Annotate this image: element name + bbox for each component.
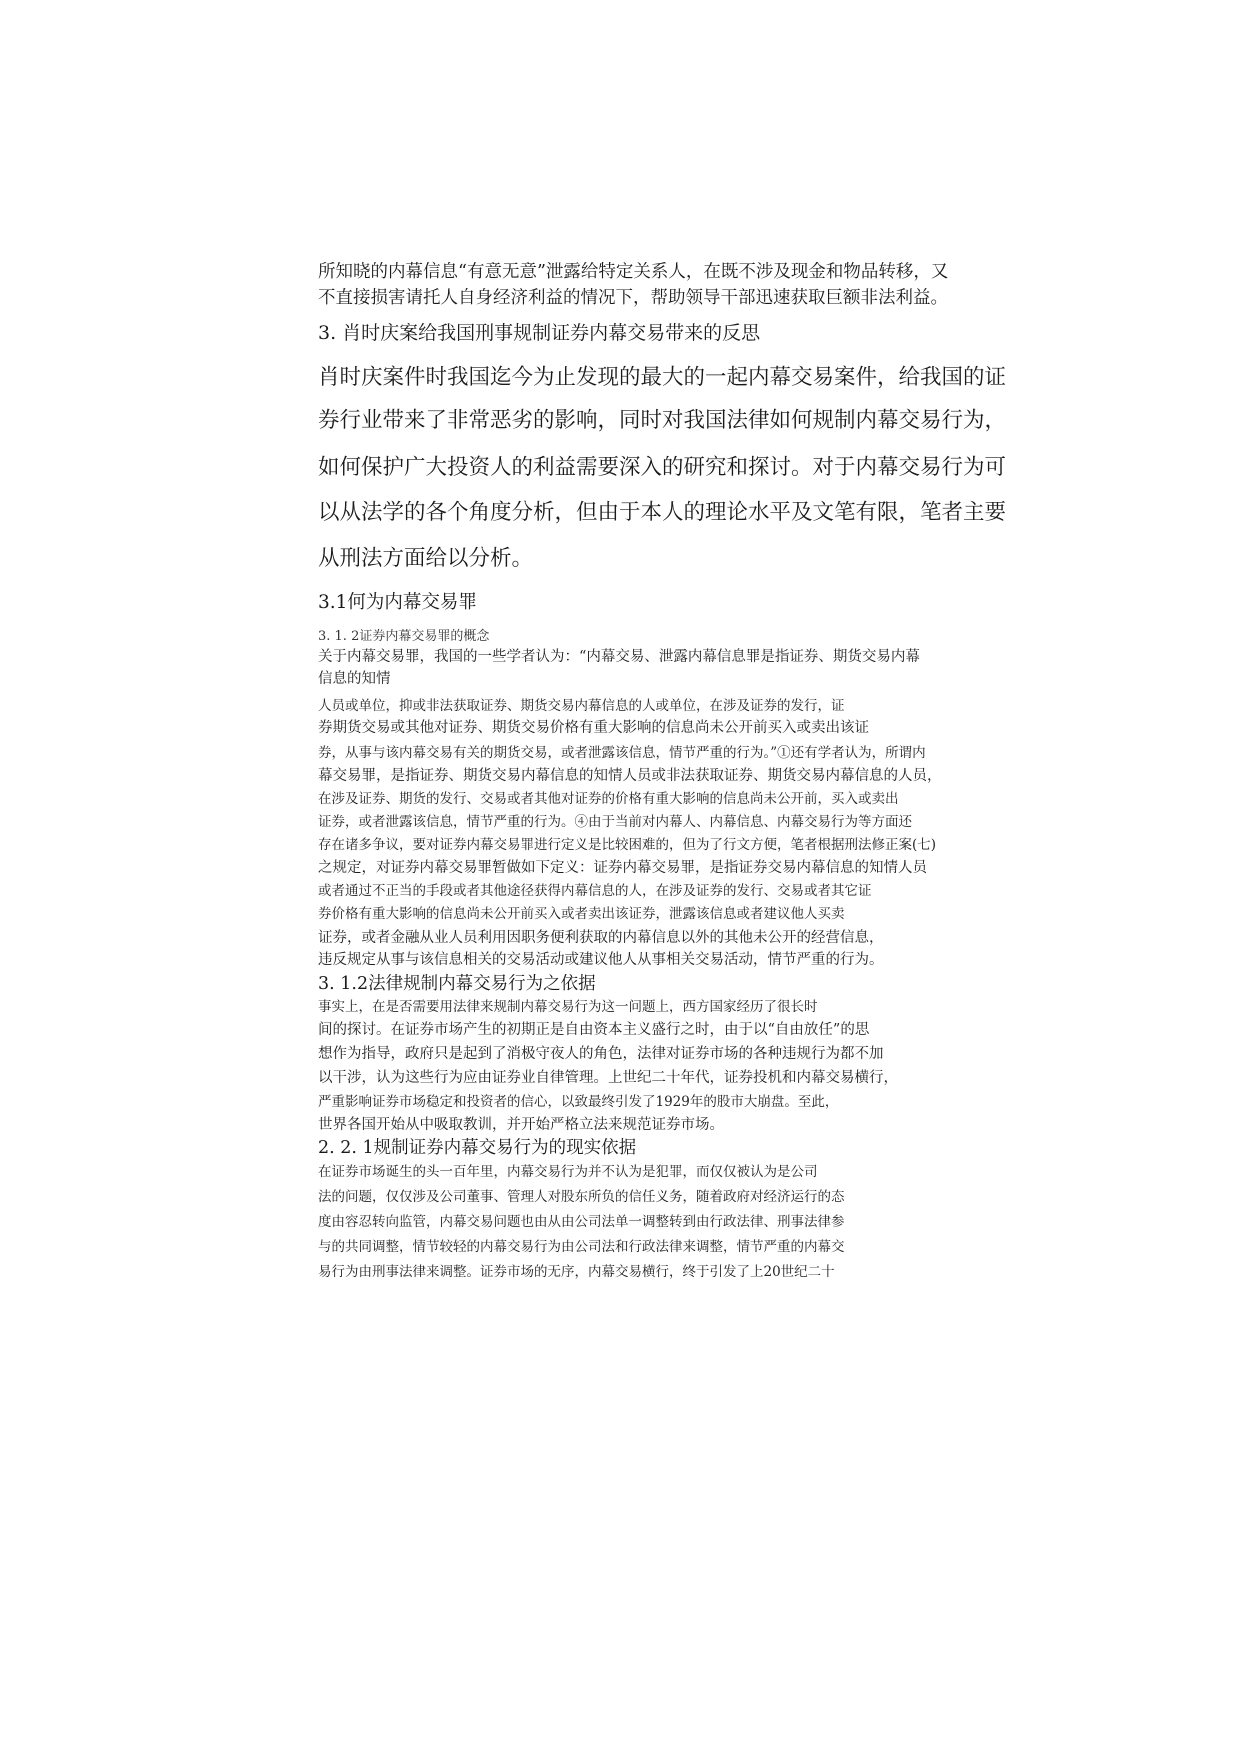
basis-line-2: 间的探讨。在证券市场产生的初期正是自由资本主义盛行之时，由于以“自由放任”的思 [318, 1022, 870, 1038]
section-3-paragraph-line-3: 如何保护广大投资人的利益需要深入的研究和探讨。对于内幕交易行为可 [318, 455, 1007, 480]
opening-line-1: 所知晓的内幕信息“有意无意”泄露给特定关系人，在既不涉及现金和物品转移，又 [318, 262, 949, 282]
section-3-1-2-heading: 3. 1. 2证券内幕交易罪的概念 [318, 629, 490, 644]
reality-line-2: 法的问题，仅仅涉及公司董事、管理人对股东所负的信任义务，随着政府对经济运行的态 [318, 1189, 845, 1205]
concept-line-4: 券期货交易或其他对证券、期货交易价格有重大影响的信息尚未公开前买入或卖出该证 [318, 720, 869, 736]
concept-line-3: 人员或单位，抑或非法获取证券、期货交易内幕信息的人或单位，在涉及证券的发行，证 [318, 698, 845, 714]
section-3-paragraph-line-2: 券行业带来了非常恶劣的影响，同时对我国法律如何规制内幕交易行为， [318, 408, 1007, 433]
concept-line-13: 证券，或者金融从业人员利用因职务便利获取的内幕信息以外的其他未公开的经营信息， [318, 930, 884, 946]
concept-line-11: 或者通过不正当的手段或者其他途径获得内幕信息的人，在涉及证券的发行、交易或者其它证 [318, 883, 872, 899]
basis-line-4: 以干涉，认为这些行为应由证券业自律管理。上世纪二十年代，证券投机和内幕交易横行， [318, 1070, 898, 1086]
concept-line-6: 幕交易罪，是指证券、期货交易内幕信息的知情人员或非法获取证券、期货交易内幕信息的人员， [318, 768, 942, 784]
concept-line-14: 违反规定从事与该信息相关的交易活动或建议他人从事相关交易活动，情节严重的行为。 [318, 952, 884, 968]
section-2-2-1-heading: 2. 2. 1规制证券内幕交易行为的现实依据 [318, 1138, 637, 1158]
reality-line-4: 与的共同调整，情节较轻的内幕交易行为由公司法和行政法律来调整，情节严重的内幕交 [318, 1239, 845, 1255]
concept-line-9: 存在诸多争议，要对证券内幕交易罪进行定义是比较困难的，但为了行文方便，笔者根据刑法修正案(七) [318, 837, 937, 853]
concept-line-2: 信息的知情 [318, 671, 391, 687]
section-3-paragraph-line-1: 肖时庆案件时我国迄今为止发现的最大的一起内幕交易案件，给我国的证 [318, 365, 1007, 390]
basis-line-6: 世界各国开始从中吸取教训，并开始严格立法来规范证券市场。 [318, 1117, 724, 1133]
reality-line-3: 度由容忍转向监管，内幕交易问题也由从由公司法单一调整转到由行政法律、刑事法律参 [318, 1214, 845, 1230]
concept-line-10: 之规定，对证券内幕交易罪暂做如下定义：证券内幕交易罪，是指证券交易内幕信息的知情人员 [318, 860, 927, 876]
concept-line-12: 券价格有重大影响的信息尚未公开前买入或者卖出该证券，泄露该信息或者建议他人买卖 [318, 906, 845, 922]
section-3-paragraph-line-4: 以从法学的各个角度分析，但由于本人的理论水平及文笔有限，笔者主要 [318, 500, 1007, 525]
concept-line-5: 券，从事与该内幕交易有关的期货交易，或者泄露该信息，情节严重的行为。”①还有学者认为，所谓内 [318, 745, 926, 761]
basis-line-1: 事实上，在是否需要用法律来规制内幕交易行为这一问题上，西方国家经历了很长时 [318, 999, 818, 1015]
basis-line-3: 想作为指导，政府只是起到了消极守夜人的角色，法律对证券市场的各种违规行为都不加 [318, 1046, 884, 1062]
basis-line-5: 严重影响证券市场稳定和投资者的信心，以致最终引发了1929年的股市大崩盘。至此， [318, 1094, 839, 1110]
opening-line-2: 不直接损害请托人自身经济利益的情况下，帮助领导干部迅速获取巨额非法利益。 [318, 288, 948, 308]
concept-line-8: 证券，或者泄露该信息，情节严重的行为。④由于当前对内幕人、内幕信息、内幕交易行为等方面还 [318, 814, 912, 830]
section-3-paragraph-line-5: 从刑法方面给以分析。 [318, 546, 534, 571]
section-3-1-heading: 3.1何为内幕交易罪 [318, 592, 477, 613]
concept-line-7: 在涉及证券、期货的发行、交易或者其他对证券的价格有重大影响的信息尚未公开前，买入或卖出 [318, 791, 899, 807]
concept-line-1: 关于内幕交易罪，我国的一些学者认为：“内幕交易、泄露内幕信息罪是指证券、期货交易内幕 [318, 649, 920, 665]
reality-line-5: 易行为由刑事法律来调整。证券市场的无序，内幕交易横行，终于引发了上20世纪二十 [318, 1264, 835, 1280]
section-3-1-2-basis-heading: 3. 1.2法律规制内幕交易行为之依据 [318, 974, 596, 994]
reality-line-1: 在证券市场诞生的头一百年里，内幕交易行为并不认为是犯罪，而仅仅被认为是公司 [318, 1164, 818, 1180]
section-3-heading: 3. 肖时庆案给我国刑事规制证券内幕交易带来的反思 [318, 322, 761, 344]
